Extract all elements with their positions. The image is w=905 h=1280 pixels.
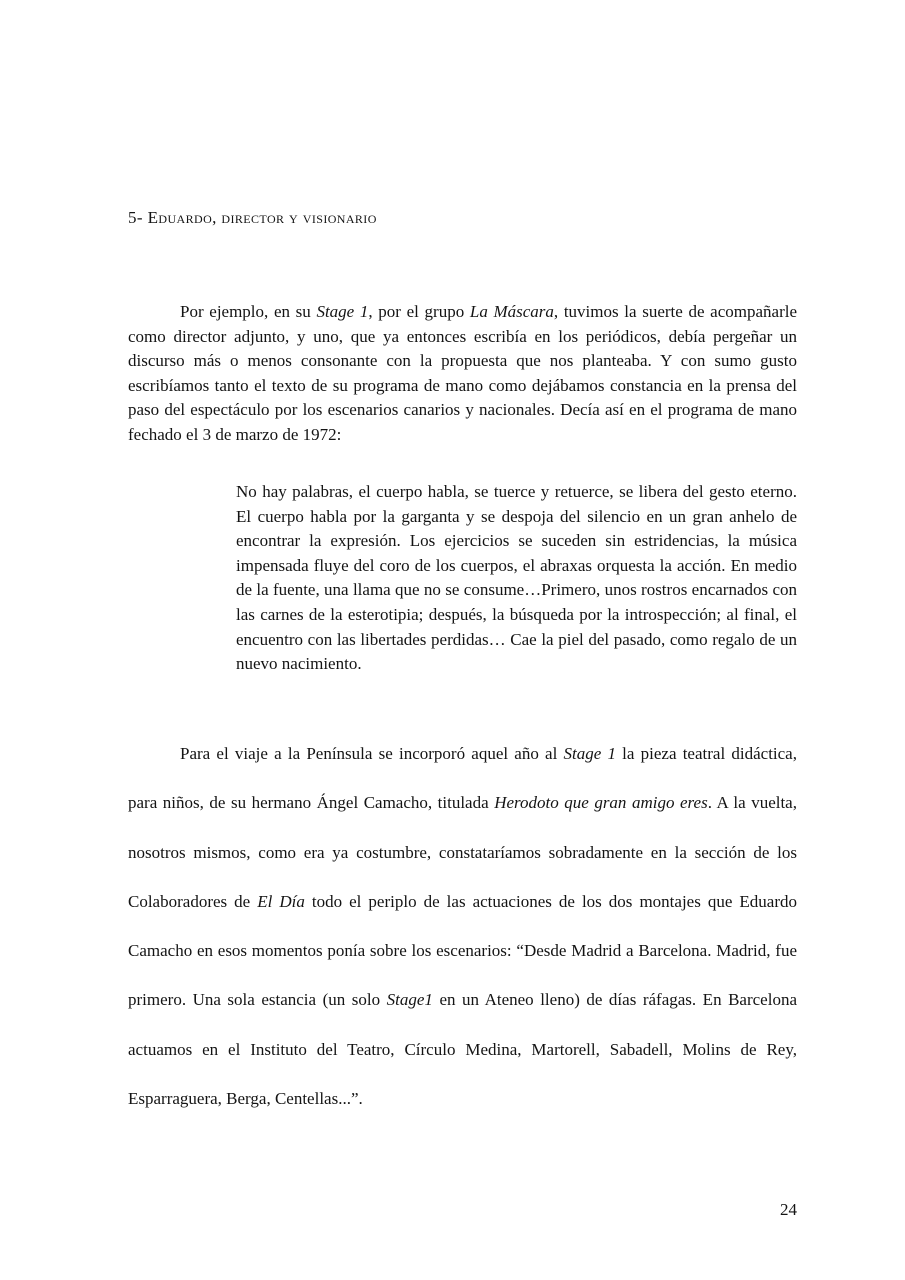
paragraph-intro: Por ejemplo, en su Stage 1, por el grupo La Máscara, tuvimos la suerte de acompañarle como director adjunto, y uno, que ya entonces escribía en los periódicos, debía pergeñar un discurso más o menos consonante con la propuesta que nos planteaba. Y con sumo gusto escribíamos tanto el texto de su programa de mano como dejábamos constancia en la prensa del paso del espectáculo por los escenarios canarios y nacionales. Decía así en el programa de mano fechado el 3 de marzo de 1972: [128,302,797,444]
page-number: 24 [780,1200,797,1219]
paragraph-journey: Para el viaje a la Península se incorporó aquel año al Stage 1 la pieza teatral didáctica, para niños, de su hermano Ángel Camacho, titulada Herodoto que gran amigo eres. A la vuelta, nosotros mismos, como era ya costumbre, constataríamos sobradamente en la sección de los Colaboradores de El Día todo el periplo de las actuaciones de los dos montajes que Eduardo Camacho en esos momentos ponía sobre los escenarios: “Desde Madrid a Barcelona. Madrid, fue primero. Una sola estancia (un solo Stage1 en un Ateneo lleno) de días ráfagas. En Barcelona actuamos en el Instituto del Teatro, Círculo Medina, Martorell, Sabadell, Molins de Rey, Esparraguera, Berga, Centellas...”. [128,744,798,1109]
section-heading: 5- Eduardo, director y visionario [128,208,377,227]
block-quote: No hay palabras, el cuerpo habla, se tuerce y retuerce, se libera del gesto eterno. El cuerpo habla por la garganta y se despoja del silencio en un gran anhelo de encontrar la expresión. Los ejercicios se suceden sin estridencias, la música impensada fluye del coro de los cuerpos, el abraxas orquesta la acción. En medio de la fuente, una llama que no se consume…Primero, unos rostros encarnados con las carnes de la esterotipia; después, la búsqueda por la introspección; al final, el encuentro con las libertades perdidas… Cae la piel del pasado, como regalo de un nuevo nacimiento. [236,482,797,674]
